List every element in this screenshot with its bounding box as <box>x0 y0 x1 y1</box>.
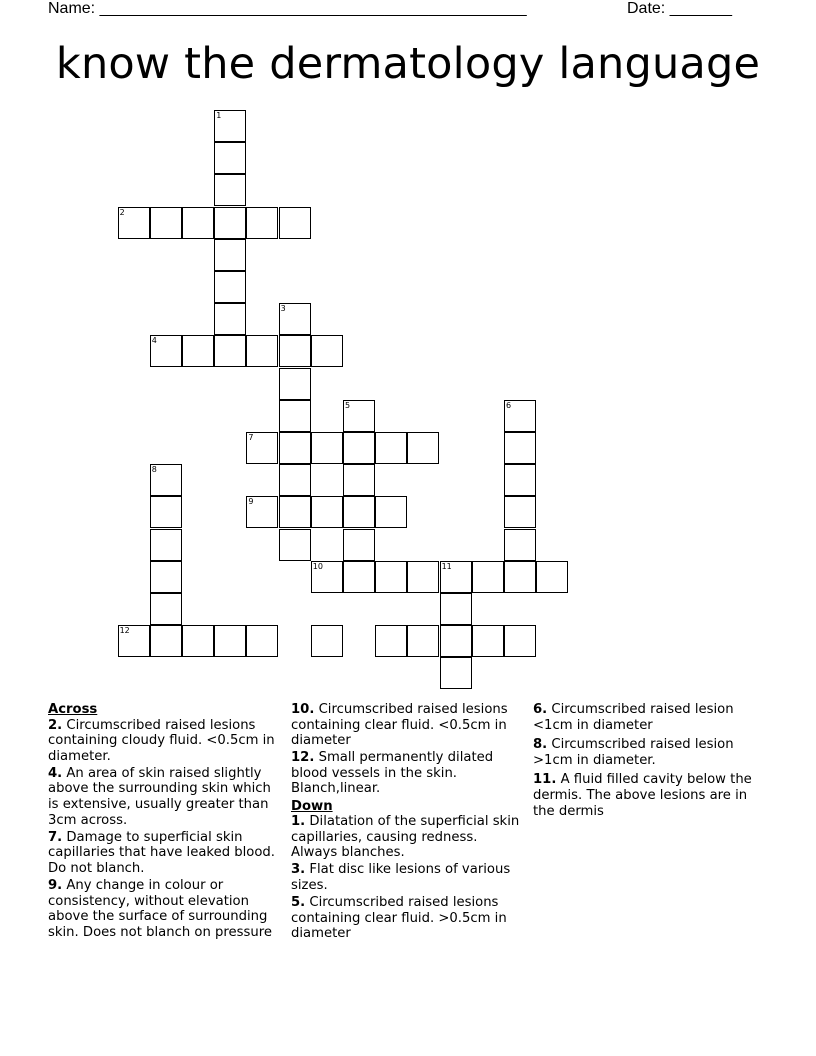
name-line[interactable]: Name: ________________________________________________ <box>48 0 527 17</box>
page-title: know the dermatology language <box>55 39 761 89</box>
clue-number: 11. <box>533 772 557 788</box>
grid-cell[interactable] <box>504 625 536 657</box>
grid-cell-2[interactable] <box>118 207 150 239</box>
grid-cell[interactable] <box>214 303 246 335</box>
grid-cell[interactable] <box>311 432 343 464</box>
grid-cell-6[interactable] <box>504 400 536 432</box>
grid-cell[interactable] <box>279 368 311 400</box>
grid-cell[interactable] <box>504 529 536 561</box>
clue-number-label: 9 <box>248 497 254 507</box>
grid-cell-3[interactable] <box>279 303 311 335</box>
grid-cell[interactable] <box>279 496 311 528</box>
clue-down-11 <box>533 772 765 819</box>
clue-number: 4. <box>48 765 63 781</box>
grid-cell[interactable] <box>375 432 407 464</box>
grid-cell-11[interactable] <box>440 561 472 593</box>
grid-cell-1[interactable] <box>214 110 246 142</box>
grid-cell[interactable] <box>214 625 246 657</box>
clue-down-1 <box>291 814 527 861</box>
grid-cell[interactable] <box>150 561 182 593</box>
grid-cell[interactable] <box>246 625 278 657</box>
clues-column-2 <box>291 702 527 943</box>
grid-cell[interactable] <box>407 561 439 593</box>
grid-cell-4[interactable] <box>150 335 182 367</box>
grid-cell[interactable] <box>279 207 311 239</box>
grid-cell-7[interactable] <box>246 432 278 464</box>
clue-text: An area of skin raised slightly above the surrounding skin which is extensive, usually greater than 3cm across. <box>48 765 271 828</box>
clues-column-3 <box>533 702 765 823</box>
grid-cell[interactable] <box>214 207 246 239</box>
clue-text: Circumscribed raised lesions containing clear fluid. >0.5cm in diameter <box>291 895 507 942</box>
grid-cell[interactable] <box>214 239 246 271</box>
clue-across-9 <box>48 878 280 940</box>
grid-cell-10[interactable] <box>311 561 343 593</box>
clue-across-7 <box>48 830 280 877</box>
grid-cell[interactable] <box>214 271 246 303</box>
grid-cell[interactable] <box>343 464 375 496</box>
clue-number-label: 10 <box>312 561 323 571</box>
grid-cell[interactable] <box>504 432 536 464</box>
grid-cell-8[interactable] <box>150 464 182 496</box>
clue-number-label: 8 <box>151 465 157 475</box>
grid-cell[interactable] <box>246 207 278 239</box>
grid-cell[interactable] <box>150 625 182 657</box>
grid-cell[interactable] <box>440 657 472 689</box>
clue-number: 2. <box>48 717 63 733</box>
clue-number-label: 11 <box>441 561 452 571</box>
grid-cell[interactable] <box>504 561 536 593</box>
grid-cell[interactable] <box>343 529 375 561</box>
grid-cell[interactable] <box>279 335 311 367</box>
clue-number: 5. <box>291 895 306 911</box>
clue-number: 8. <box>533 737 548 753</box>
date-line[interactable]: Date: _______ <box>627 0 732 17</box>
clue-number: 3. <box>291 862 306 878</box>
clue-text: Circumscribed raised lesion <1cm in diameter <box>533 702 734 733</box>
clue-text: Flat disc like lesions of various sizes. <box>291 862 511 894</box>
clue-text: Any change in colour or consistency, without elevation above the surface of surrounding skin. Does not blanch on pressure <box>48 878 272 940</box>
grid-cell[interactable] <box>214 174 246 206</box>
grid-cell[interactable] <box>375 561 407 593</box>
grid-cell[interactable] <box>407 625 439 657</box>
clue-down-6 <box>533 702 765 733</box>
grid-cell[interactable] <box>150 529 182 561</box>
clue-across-2 <box>48 718 280 765</box>
grid-cell[interactable] <box>343 496 375 528</box>
grid-cell[interactable] <box>472 625 504 657</box>
grid-cell[interactable] <box>536 561 568 593</box>
clue-down-3 <box>291 862 527 893</box>
clue-text: Circumscribed raised lesions containing clear fluid. <0.5cm in diameter <box>291 702 508 749</box>
across-heading: Across <box>48 702 98 717</box>
clue-number-label: 12 <box>119 626 130 636</box>
clue-number-label: 3 <box>280 304 286 314</box>
clue-number: 7. <box>48 829 63 845</box>
clue-text: Circumscribed raised lesion >1cm in diameter. <box>533 737 734 768</box>
grid-cell-5[interactable] <box>343 400 375 432</box>
grid-cell[interactable] <box>214 142 246 174</box>
grid-cell[interactable] <box>343 432 375 464</box>
grid-cell[interactable] <box>182 625 214 657</box>
clue-number-label: 2 <box>119 207 125 217</box>
grid-cell[interactable] <box>279 529 311 561</box>
clue-number: 6. <box>533 702 548 717</box>
grid-cell[interactable] <box>504 464 536 496</box>
clue-number: 1. <box>291 814 306 830</box>
clue-across-10 <box>291 702 527 749</box>
grid-cell[interactable] <box>440 625 472 657</box>
grid-cell[interactable] <box>182 207 214 239</box>
grid-cell[interactable] <box>279 400 311 432</box>
clue-text: A fluid filled cavity below the dermis. The above lesions are in the dermis <box>533 772 752 819</box>
down-heading: Down <box>291 798 333 814</box>
grid-cell[interactable] <box>182 335 214 367</box>
grid-cell[interactable] <box>150 207 182 239</box>
grid-cell[interactable] <box>311 496 343 528</box>
grid-cell[interactable] <box>246 335 278 367</box>
grid-cell[interactable] <box>150 593 182 625</box>
clue-text: Damage to superficial skin capillaries that have leaked blood. Do not blanch. <box>48 829 275 876</box>
clue-across-4 <box>48 766 280 828</box>
grid-cell[interactable] <box>504 496 536 528</box>
grid-cell-9[interactable] <box>246 496 278 528</box>
clue-text: Dilatation of the superficial skin capillaries, causing redness. Always blanches. <box>291 814 520 861</box>
grid-cell[interactable] <box>375 496 407 528</box>
clue-down-8 <box>533 737 765 768</box>
clue-number-label: 4 <box>151 336 157 346</box>
grid-cell[interactable] <box>375 625 407 657</box>
grid-cell[interactable] <box>279 464 311 496</box>
grid-cell[interactable] <box>440 593 472 625</box>
grid-cell-12[interactable] <box>118 625 150 657</box>
clues-column-1 <box>48 702 280 942</box>
clue-text: Small permanently dilated blood vessels in the skin. Blanch,linear. <box>291 750 494 797</box>
grid-cell[interactable] <box>472 561 504 593</box>
grid-cell[interactable] <box>343 561 375 593</box>
grid-cell[interactable] <box>311 335 343 367</box>
grid-cell[interactable] <box>279 432 311 464</box>
clue-down-5 <box>291 895 527 942</box>
clue-number-label: 6 <box>506 400 512 410</box>
clue-number-label: 5 <box>345 400 351 410</box>
clue-text: Circumscribed raised lesions containing cloudy fluid. <0.5cm in diameter. <box>48 717 275 764</box>
grid-cell[interactable] <box>214 335 246 367</box>
clue-number: 12. <box>291 750 315 766</box>
grid-cell[interactable] <box>407 432 439 464</box>
clue-across-12 <box>291 750 527 797</box>
grid-cell[interactable] <box>150 496 182 528</box>
clue-number: 9. <box>48 878 63 894</box>
clue-number-label: 7 <box>248 433 254 442</box>
clue-number-label: 1 <box>216 111 222 120</box>
clue-number: 10. <box>291 702 315 717</box>
grid-cell[interactable] <box>311 625 343 657</box>
